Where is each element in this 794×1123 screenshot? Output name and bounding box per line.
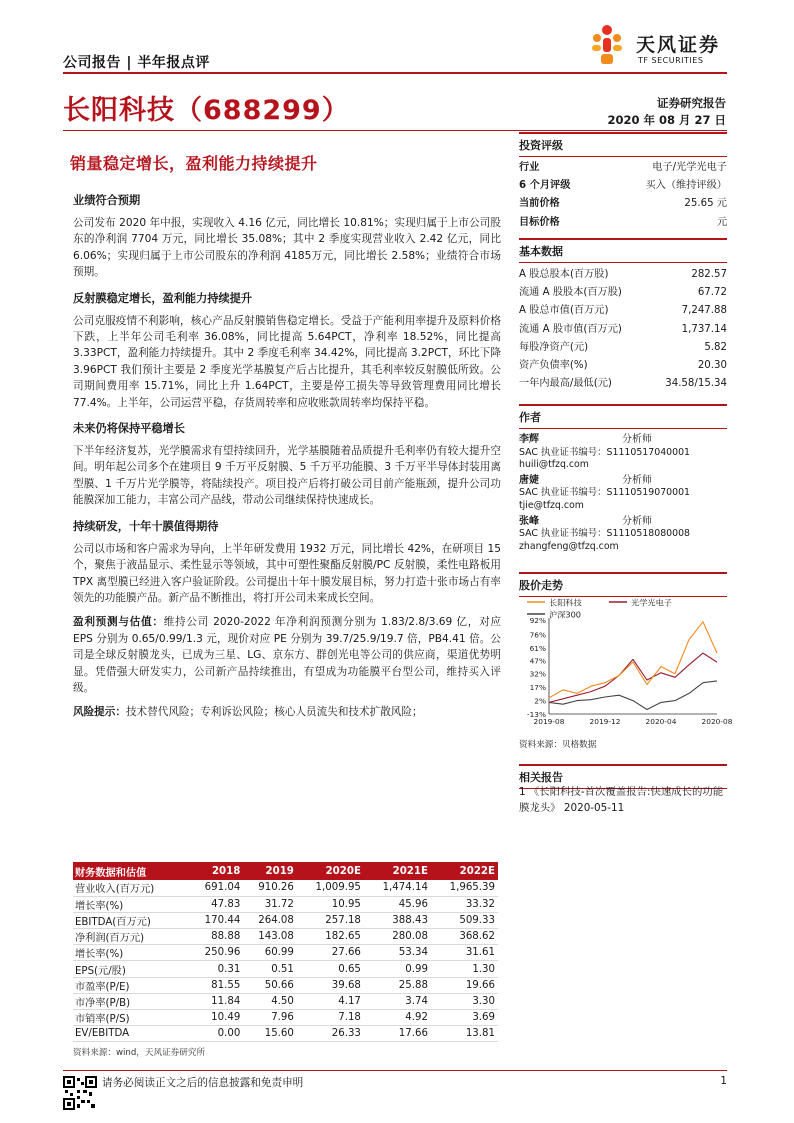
related-title: 相关报告 [519,764,727,789]
table-cell: 50.66 [243,977,297,993]
basic-data-title: 基本数据 [519,238,727,263]
y-tick-label: 17% [529,683,546,693]
basic-data-value: 7,247.88 [681,305,727,317]
table-row-label: 增长率(%) [73,896,190,912]
section-title: 未来仍将保持平稳增长 [73,422,185,436]
rating-key: 目标价格 [519,216,560,228]
author-name: 张峰 [519,515,539,527]
y-tick-label: 61% [529,643,546,653]
table-cell: 250.96 [190,945,244,961]
table-cell: 4.17 [297,993,364,1009]
table-cell: 4.92 [364,1010,431,1026]
author-entry [519,516,727,554]
basic-data-key: A 股总市值(百万元) [519,305,609,317]
table-cell: 910.26 [243,880,297,896]
rating-key: 6 个月评级 [519,180,571,192]
table-row-label: 增长率(%) [73,945,190,961]
table-header-year: 2022E [431,862,498,880]
section-text: 公司以市场和客户需求为导向，上半年研发费用 1932 万元，同比增长 42%，在研项目 15 个，聚焦于液晶显示、柔性显示等领域，其中可塑性聚酯反射膜/PC 反射膜，柔性电路板用 TPX 离型膜已经进入客户验证阶段。公司提出十年十膜发展目标，努力打造十张市场占有率领先的功能膜产品。新产品不断推出，将打开公司未来成长空间。 [73,542,501,604]
y-tick-label: 92% [529,616,546,625]
table-cell: 3.30 [431,993,498,1009]
table-cell: 19.66 [431,977,498,993]
table-row [73,993,498,1009]
report-type: 公司报告 | 半年报点评 [63,55,210,71]
author-role: 分析师 [622,474,652,486]
table-cell: 1,965.39 [431,880,498,896]
basic-data-value: 1,737.14 [681,323,727,335]
rating-row [519,195,727,213]
table-header-label: 财务数据和估值 [73,862,190,880]
table-cell: 26.33 [297,1026,364,1042]
author-sac-number: SAC 执业证书编号：S1110519070001 [519,487,691,499]
disclaimer: 请务必阅读正文之后的信息披露和免责申明 [102,1077,304,1089]
basic-data-row [519,321,727,339]
authors-title: 作者 [519,404,727,429]
table-cell: 3.74 [364,993,431,1009]
series-line-光学光电子 [549,653,717,702]
table-cell: 15.60 [243,1026,297,1042]
table-row-label: EPS(元/股) [73,961,190,977]
qr-code-icon [63,1076,97,1110]
basic-data-row [519,266,727,284]
basic-data-key: 一年内最高/最低(元) [519,378,612,390]
table-row-label: 营业收入(百万元) [73,880,190,896]
author-role: 分析师 [622,434,652,445]
table-row [73,1026,498,1042]
table-cell: 143.08 [243,929,297,945]
basic-data-key: 资产负债率(%) [519,360,588,372]
table-cell: 1,009.95 [297,880,364,896]
table-cell: 509.33 [431,912,498,928]
table-cell: 0.00 [190,1026,244,1042]
table-row-label: 市盈率(P/E) [73,977,190,993]
table-cell: 388.43 [364,912,431,928]
table-cell: 0.51 [243,961,297,977]
rating-value: 元 [716,216,727,228]
table-header-year: 2021E [364,862,431,880]
headline: 销量稳定增长，盈利能力持续提升 [70,154,318,173]
author-name: 李辉 [519,434,539,445]
author-role: 分析师 [622,515,652,527]
chart-source: 资料来源：贝格数据 [519,740,597,750]
authors-panel [519,404,727,556]
author-entry [519,434,727,472]
rating-value: 电子/光学光电子 [652,162,727,173]
forecast-paragraph [73,614,501,696]
table-header-year: 2019 [243,862,297,880]
table-cell: 60.99 [243,945,297,961]
footer-divider [63,1070,727,1071]
logo-name-cn: 天风证券 [636,34,721,56]
x-tick-label: 2019-08 [533,717,565,726]
forecast-label: 盈利预测与估值： [73,616,164,629]
table-row [73,945,498,961]
page-number: 1 [720,1075,727,1087]
table-row [73,880,498,896]
series-line-沪深300 [549,681,717,710]
table-cell: 45.96 [364,896,431,912]
legend-label: 长阳科技 [549,597,582,608]
table-cell: 7.18 [297,1010,364,1026]
table-cell: 0.65 [297,961,364,977]
x-tick-label: 2019-12 [589,717,621,726]
related-report-link[interactable]: 1 《长阳科技-首次覆盖报告:快速成长的功能膜龙头》 2020-05-11 [519,786,724,815]
rating-panel [519,132,727,232]
table-cell: 81.55 [190,977,244,993]
table-cell: 27.66 [297,945,364,961]
table-row [73,1010,498,1026]
y-tick-label: 2% [534,696,546,706]
basic-data-row [519,357,727,375]
author-entry [519,475,727,513]
risk-label: 风险提示： [73,706,126,719]
table-cell: 4.50 [243,993,297,1009]
main-column [73,192,501,727]
author-sac-number: SAC 执业证书编号：S1110518080008 [519,528,691,540]
table-cell: 182.65 [297,929,364,945]
table-cell: 33.32 [431,896,498,912]
basic-data-value: 67.72 [697,287,727,299]
forecast-text: 维持公司 2020-2022 年净利润预测分别为 1.83/2.8/3.69 亿，对应 EPS 分别为 0.65/0.99/1.3 元，现价对应 PE 分别为 39.7/25.9/19.7 倍，PB4.41 倍。公司是全球反射膜龙头，已成为三星、LG、京东方、群创光电等公司的供应商，渠道优势明显。凭借强大研发实力，公司新产品持续推出，有望成为功能膜平台型公司，维持买入评级。 [73,616,501,694]
rating-row [519,177,727,195]
table-row-label: 市销率(P/S) [73,1010,190,1026]
table-cell: 0.31 [190,961,244,977]
price-chart-title: 股价走势 [519,572,727,597]
logo-name-en: TF SECURITIES [638,56,704,65]
table-cell: 368.62 [431,929,498,945]
x-tick-label: 2020-04 [645,717,677,726]
table-cell: 53.34 [364,945,431,961]
report-date: 2020 年 08 月 27 日 [607,113,726,127]
y-tick-label: 32% [529,669,546,679]
basic-data-row [519,339,727,357]
author-sac-number: SAC 执业证书编号：S1110517040001 [519,446,691,458]
financial-table [73,862,498,1042]
table-cell: 257.18 [297,912,364,928]
rating-value: 买入（维持评级） [645,180,727,192]
basic-data-row [519,375,727,393]
legend-label: 光学光电子 [631,597,672,608]
y-tick-label: 47% [529,656,546,666]
section-text: 公司克服疫情不利影响，核心产品反射膜销售稳定增长。受益于产能利用率提升及原料价格下跌，上半年公司毛利率 36.08%，同比提高 5.64PCT，净利率 18.52%，同比提高 3.33PCT，盈利能力持续提升。其中 2 季度毛利率 34.42%，同比提高 3.2PCT，环比下降 3.96PCT 我们预计主要是 2 季度光学基膜复产后占比提升，其毛利率较反射膜低所致。公司期间费用率 15.71%，同比上升 1.64PCT，主要是停工损失等导致管理费用同比增长 77.4%。上半年，公司运营平稳，存货周转率和应收账款周转率均保持平稳。 [73,314,501,409]
table-cell: 264.08 [243,912,297,928]
table-source: 资料来源：wind，天风证券研究所 [73,1048,206,1058]
rating-key: 行业 [519,162,540,173]
table-cell: 3.69 [431,1010,498,1026]
basic-data-value: 5.82 [704,341,727,353]
table-cell: 0.99 [364,961,431,977]
rating-key: 当前价格 [519,198,560,210]
table-row-label: 净利润(百万元) [73,929,190,945]
risk-paragraph [73,704,501,720]
basic-data-value: 282.57 [691,269,727,280]
table-cell: 280.08 [364,929,431,945]
table-cell: 10.95 [297,896,364,912]
table-row [73,896,498,912]
section-text: 公司发布 2020 年中报，实现收入 4.16 亿元，同比增长 10.81%；实现归属于上市公司股东的净利润 7704 万元，同比增长 35.08%；其中 2 季度实现营业收入 2.42 亿元，同比 6.06%；实现归属于上市公司股东的净利润 4185万元，同比增长 2.58%；业绩符合市场预期。 [73,217,501,279]
table-cell: 170.44 [190,912,244,928]
table-row [73,961,498,977]
table-row-label: EBITDA(百万元) [73,912,190,928]
table-cell: 10.49 [190,1010,244,1026]
basic-data-key: A 股总股本(百万股) [519,269,609,280]
table-row [73,977,498,993]
author-name: 唐婕 [519,474,539,486]
x-tick-label: 2020-08 [701,717,733,726]
table-cell: 11.84 [190,993,244,1009]
rating-row [519,159,727,177]
price-chart [519,590,733,738]
title-divider [63,130,727,131]
section-title: 业绩符合预期 [73,194,141,207]
author-email[interactable]: zhangfeng@tfzq.com [519,540,619,552]
table-row [73,929,498,945]
y-tick-label: -13% [526,710,546,719]
table-cell: 1,474.14 [364,880,431,896]
table-cell: 39.68 [297,977,364,993]
basic-data-key: 每股净资产(元) [519,341,589,353]
table-row [73,912,498,928]
table-cell: 7.96 [243,1010,297,1026]
section-title: 持续研发，十年十膜值得期待 [73,519,219,533]
table-header-year: 2020E [297,862,364,880]
table-cell: 17.66 [364,1026,431,1042]
basic-data-key: 流通 A 股市值(百万元) [519,323,622,335]
logo-mark-icon [592,25,622,64]
table-cell: 25.88 [364,977,431,993]
table-cell: 88.88 [190,929,244,945]
rating-title: 投资评级 [519,132,727,157]
table-header-year: 2018 [190,862,244,880]
table-row-label: 市净率(P/B) [73,993,190,1009]
company-title: 长阳科技（688299） [63,95,350,126]
table-cell: 31.61 [431,945,498,961]
table-cell: 31.72 [243,896,297,912]
basic-data-panel [519,238,727,393]
basic-data-value: 20.30 [697,360,727,372]
table-cell: 13.81 [431,1026,498,1042]
rating-row [519,214,727,232]
risk-text: 技术替代风险；专利诉讼风险；核心人员流失和技术扩散风险； [125,706,423,719]
table-cell: 47.83 [190,896,244,912]
author-email[interactable]: tjie@tfzq.com [519,499,584,511]
section-title: 反射膜稳定增长，盈利能力持续提升 [73,291,253,305]
table-row-label: EV/EBITDA [73,1026,190,1042]
rating-value: 25.65 元 [684,198,727,210]
basic-data-row [519,302,727,320]
basic-data-row [519,284,727,302]
legend-label: 沪深300 [549,609,582,620]
basic-data-value: 34.58/15.34 [665,378,727,390]
author-email[interactable]: huili@tfzq.com [519,459,589,471]
table-cell: 691.04 [190,880,244,896]
y-tick-label: 76% [529,630,546,640]
basic-data-key: 流通 A 股股本(百万股) [519,287,622,299]
report-kind: 证券研究报告 [657,96,726,110]
section-text: 下半年经济复苏，光学膜需求有望持续回升，光学基膜随着品质提升毛利率仍有较大提升空间。明年起公司多个在建项目 9 千万平反射膜、5 千万平功能膜、3 千万平半导体封装用离型膜、1 千万片光学膜等，将陆续投产。项目投产后将打破公司目前产能瓶颈，提升公司功能膜深加工能力，丰富公司产品线，带动公司继续保持快速成长。 [73,445,501,507]
table-cell: 1.30 [431,961,498,977]
